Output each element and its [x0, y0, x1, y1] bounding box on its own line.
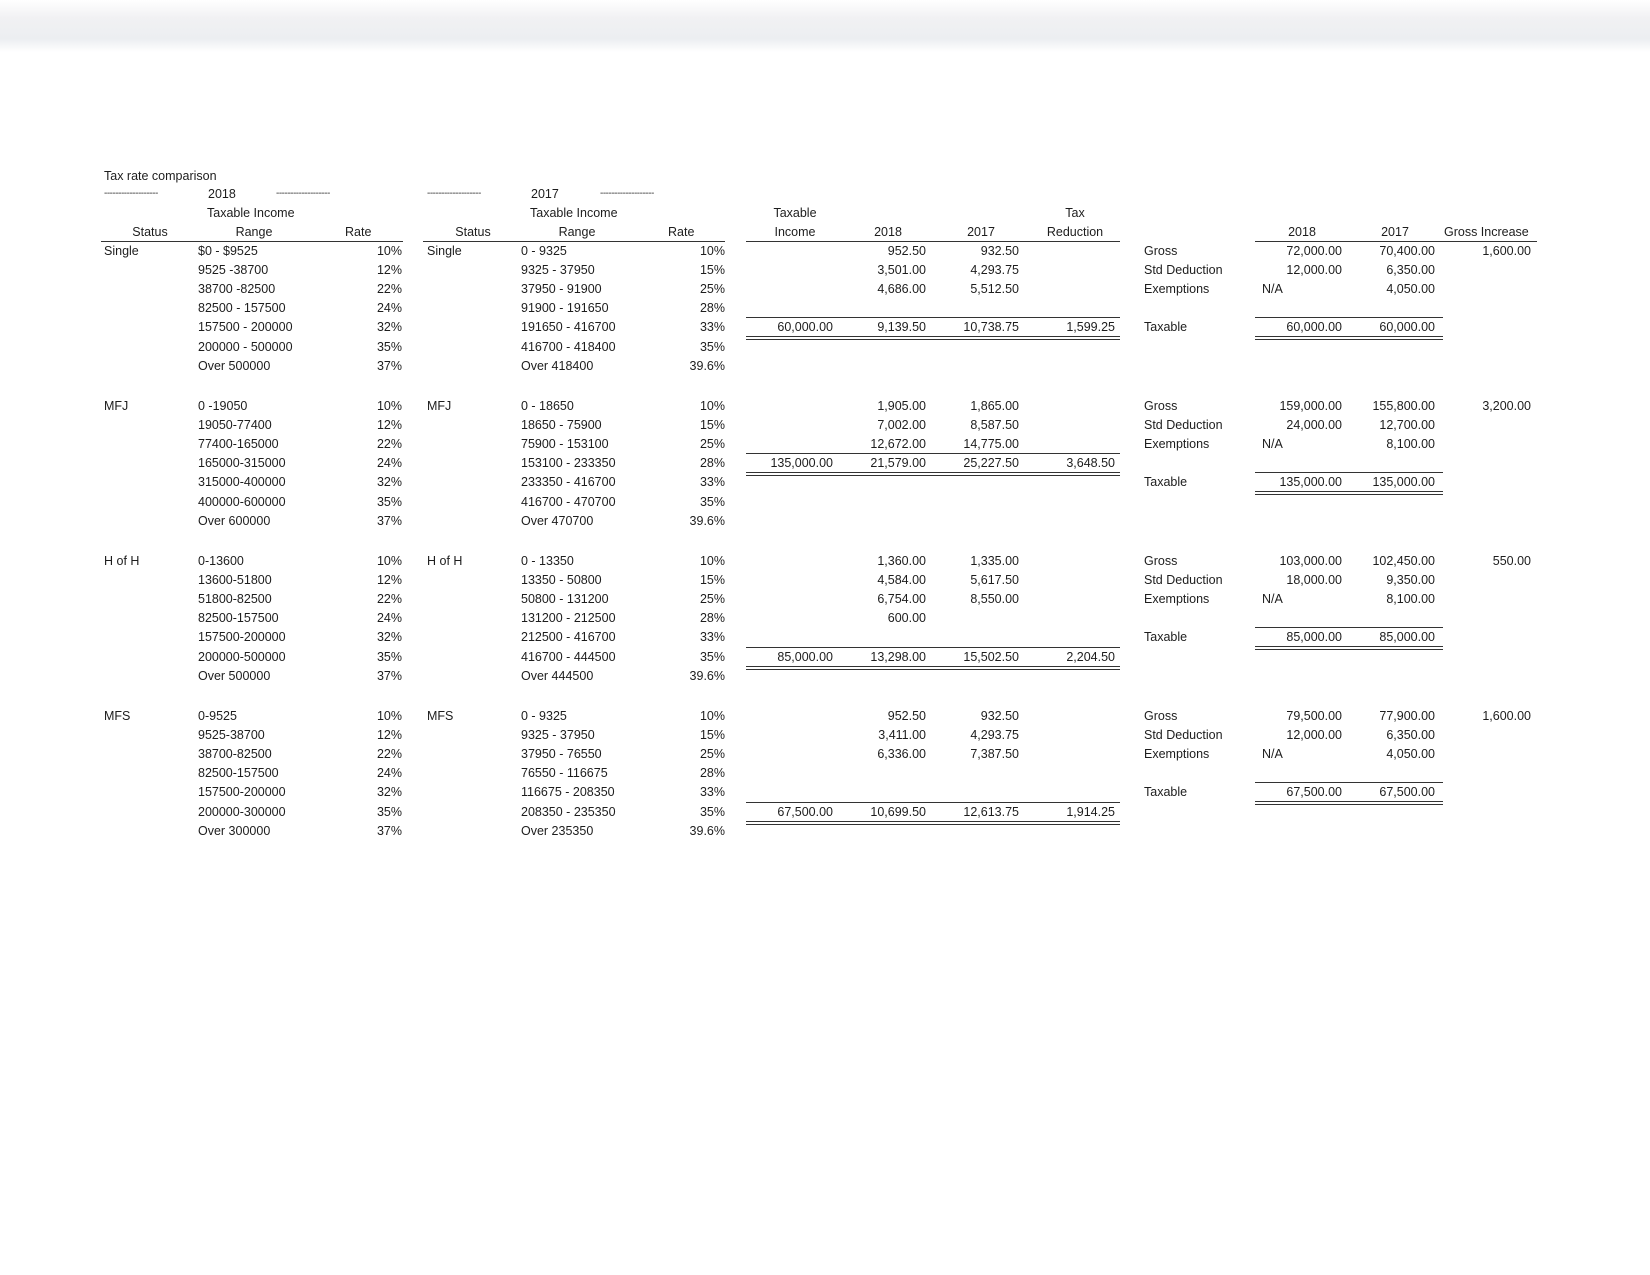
- bracket-range-2017: 116675 - 208350: [521, 785, 615, 799]
- header-col-2018: 2018: [874, 225, 902, 239]
- totals-top-rule: [746, 453, 1120, 454]
- bracket-tax-2018: 952.50: [887, 709, 926, 723]
- bracket-tax-2018: 600.00: [887, 611, 926, 625]
- summary-taxable-label: Taxable: [1144, 475, 1188, 489]
- bracket-range-2017: 37950 - 76550: [521, 747, 602, 761]
- status-2018: H of H: [104, 554, 140, 568]
- bracket-tax-2017: 8,587.50: [970, 418, 1019, 432]
- bracket-range-2017: 0 - 13350: [521, 554, 574, 568]
- summary-std-2017: 6,350.00: [1386, 263, 1435, 277]
- bracket-rate-2017: 15%: [699, 728, 725, 742]
- summary-taxable-double-rule: [1255, 646, 1443, 650]
- bracket-rate-2018: 37%: [376, 514, 402, 528]
- summary-exemptions-label: Exemptions: [1144, 747, 1210, 761]
- summary-std-label: Std Deduction: [1144, 728, 1223, 742]
- summary-gross-label: Gross: [1144, 399, 1178, 413]
- bracket-range-2018: 82500-157500: [198, 766, 279, 780]
- total-tax-2018: 13,298.00: [870, 650, 926, 664]
- bracket-tax-2018: 1,360.00: [877, 554, 926, 568]
- bracket-range-2017: 91900 - 191650: [521, 301, 609, 315]
- bracket-rate-2018: 22%: [376, 282, 402, 296]
- header-taxable-income-2017: Taxable Income: [530, 206, 618, 220]
- bracket-tax-2018: 12,672.00: [870, 437, 926, 451]
- bracket-range-2018: 200000-300000: [198, 805, 286, 819]
- bracket-range-2018: Over 600000: [198, 514, 271, 528]
- bracket-rate-2018: 22%: [376, 592, 402, 606]
- bracket-range-2017: Over 235350: [521, 824, 594, 838]
- bracket-tax-2017: 932.50: [980, 244, 1019, 258]
- bracket-rate-2017: 35%: [699, 650, 725, 664]
- bracket-range-2017: 76550 - 116675: [521, 766, 608, 780]
- summary-gross-increase: 550.00: [1492, 554, 1531, 568]
- bracket-range-2018: 200000 - 500000: [198, 340, 293, 354]
- bracket-tax-2017: 5,617.50: [970, 573, 1019, 587]
- bracket-rate-2018: 24%: [376, 766, 402, 780]
- summary-exemptions-label: Exemptions: [1144, 437, 1210, 451]
- bracket-range-2018: 82500-157500: [198, 611, 279, 625]
- bracket-rate-2017: 28%: [699, 611, 725, 625]
- bracket-rate-2017: 10%: [699, 244, 725, 258]
- page-title: Tax rate comparison: [104, 169, 217, 183]
- summary-gross-2018: 72,000.00: [1286, 244, 1342, 258]
- bracket-range-2018: Over 500000: [198, 359, 271, 373]
- summary-gross-2018: 159,000.00: [1279, 399, 1342, 413]
- summary-taxable-double-rule: [1255, 491, 1443, 495]
- summary-gross-2018: 79,500.00: [1286, 709, 1342, 723]
- bracket-rate-2017: 25%: [699, 282, 725, 296]
- tax-reduction: 2,204.50: [1066, 650, 1115, 664]
- totals-double-rule: [746, 821, 1120, 825]
- header-tax: Tax: [1065, 206, 1085, 220]
- bracket-range-2018: 77400-165000: [198, 437, 279, 451]
- summary-exemptions-2018: N/A: [1262, 437, 1283, 451]
- bracket-rate-2017: 15%: [699, 418, 725, 432]
- header-taxable-income-2018: Taxable Income: [207, 206, 295, 220]
- bracket-range-2017: 50800 - 131200: [521, 592, 609, 606]
- bracket-rate-2017: 10%: [699, 554, 725, 568]
- bracket-range-2017: 416700 - 470700: [521, 495, 616, 509]
- total-tax-2018: 9,139.50: [877, 320, 926, 334]
- bracket-rate-2017: 39.6%: [689, 824, 725, 838]
- bracket-rate-2018: 35%: [376, 495, 402, 509]
- bracket-tax-2017: 8,550.00: [970, 592, 1019, 606]
- total-tax-2017: 25,227.50: [963, 456, 1019, 470]
- summary-exemptions-label: Exemptions: [1144, 592, 1210, 606]
- status-2017: MFS: [427, 709, 454, 723]
- bracket-range-2018: 315000-400000: [198, 475, 286, 489]
- totals-top-rule: [746, 802, 1120, 803]
- summary-taxable-label: Taxable: [1144, 320, 1188, 334]
- summary-exemptions-2017: 4,050.00: [1386, 747, 1435, 761]
- summary-exemptions-2017: 8,100.00: [1386, 592, 1435, 606]
- summary-gross-label: Gross: [1144, 244, 1178, 258]
- bracket-rate-2018: 10%: [376, 554, 402, 568]
- bracket-range-2018: 9525 -38700: [198, 263, 269, 277]
- header-range-2017: Range: [558, 225, 596, 239]
- bracket-rate-2017: 39.6%: [689, 359, 725, 373]
- header-summary-2018: 2018: [1288, 225, 1316, 239]
- status-2017: H of H: [427, 554, 463, 568]
- bracket-rate-2017: 25%: [699, 747, 725, 761]
- bracket-rate-2018: 37%: [376, 824, 402, 838]
- bracket-tax-2018: 3,501.00: [877, 263, 926, 277]
- summary-gross-label: Gross: [1144, 709, 1178, 723]
- summary-taxable-top-rule: [1255, 782, 1443, 783]
- totals-double-rule: [746, 666, 1120, 670]
- bracket-rate-2018: 12%: [376, 728, 402, 742]
- bracket-rate-2017: 33%: [699, 785, 725, 799]
- bracket-range-2017: 9325 - 37950: [521, 728, 595, 742]
- bracket-tax-2017: 14,775.00: [963, 437, 1019, 451]
- summary-std-2018: 12,000.00: [1286, 728, 1342, 742]
- bracket-range-2017: 233350 - 416700: [521, 475, 616, 489]
- year-2017-heading: 2017: [531, 187, 559, 201]
- totals-double-rule: [746, 336, 1120, 340]
- bracket-rate-2018: 37%: [376, 359, 402, 373]
- header-rule-2018: [101, 241, 403, 242]
- total-taxable-income: 67,500.00: [777, 805, 833, 819]
- summary-taxable-top-rule: [1255, 627, 1443, 628]
- totals-top-rule: [746, 647, 1120, 648]
- bracket-rate-2018: 10%: [376, 709, 402, 723]
- status-2017: MFJ: [427, 399, 452, 413]
- bracket-rate-2018: 10%: [376, 244, 402, 258]
- summary-exemptions-2018: N/A: [1262, 592, 1283, 606]
- summary-exemptions-label: Exemptions: [1144, 282, 1210, 296]
- bracket-tax-2017: 4,293.75: [970, 263, 1019, 277]
- bracket-rate-2018: 22%: [376, 747, 402, 761]
- status-2018: MFS: [104, 709, 131, 723]
- total-tax-2017: 15,502.50: [963, 650, 1019, 664]
- dash-left-2017: -------------------: [427, 188, 481, 199]
- bracket-rate-2017: 39.6%: [689, 669, 725, 683]
- summary-std-2018: 24,000.00: [1286, 418, 1342, 432]
- tax-reduction: 1,914.25: [1066, 805, 1115, 819]
- bracket-rate-2017: 39.6%: [689, 514, 725, 528]
- bracket-range-2017: 18650 - 75900: [521, 418, 602, 432]
- summary-std-label: Std Deduction: [1144, 418, 1223, 432]
- bracket-rate-2018: 10%: [376, 399, 402, 413]
- totals-top-rule: [746, 317, 1120, 318]
- bracket-range-2018: Over 300000: [198, 824, 271, 838]
- tax-reduction: 1,599.25: [1066, 320, 1115, 334]
- scan-shadow: [0, 0, 1650, 52]
- bracket-tax-2017: 932.50: [980, 709, 1019, 723]
- bracket-rate-2018: 24%: [376, 456, 402, 470]
- bracket-rate-2017: 15%: [699, 263, 725, 277]
- bracket-rate-2018: 32%: [376, 475, 402, 489]
- bracket-range-2017: 13350 - 50800: [521, 573, 602, 587]
- summary-std-label: Std Deduction: [1144, 573, 1223, 587]
- bracket-rate-2018: 22%: [376, 437, 402, 451]
- header-rule-summary: [1255, 241, 1537, 242]
- summary-taxable-2017: 135,000.00: [1372, 475, 1435, 489]
- bracket-rate-2017: 35%: [699, 495, 725, 509]
- header-rate-2018: Rate: [345, 225, 372, 239]
- status-2017: Single: [427, 244, 462, 258]
- bracket-tax-2018: 4,584.00: [877, 573, 926, 587]
- total-tax-2018: 21,579.00: [870, 456, 926, 470]
- bracket-tax-2018: 1,905.00: [877, 399, 926, 413]
- summary-taxable-2017: 85,000.00: [1379, 630, 1435, 644]
- bracket-rate-2018: 12%: [376, 263, 402, 277]
- bracket-rate-2018: 12%: [376, 418, 402, 432]
- header-range-2018: Range: [235, 225, 273, 239]
- summary-taxable-2018: 85,000.00: [1286, 630, 1342, 644]
- bracket-tax-2018: 6,754.00: [877, 592, 926, 606]
- bracket-range-2018: 400000-600000: [198, 495, 286, 509]
- bracket-range-2018: 165000-315000: [198, 456, 286, 470]
- summary-exemptions-2017: 8,100.00: [1386, 437, 1435, 451]
- bracket-range-2017: 0 - 9325: [521, 709, 567, 723]
- summary-taxable-label: Taxable: [1144, 630, 1188, 644]
- summary-gross-increase: 3,200.00: [1482, 399, 1531, 413]
- bracket-rate-2018: 32%: [376, 785, 402, 799]
- bracket-rate-2018: 12%: [376, 573, 402, 587]
- bracket-rate-2018: 35%: [376, 805, 402, 819]
- bracket-range-2017: 416700 - 444500: [521, 650, 616, 664]
- bracket-range-2017: Over 444500: [521, 669, 594, 683]
- summary-taxable-double-rule: [1255, 801, 1443, 805]
- bracket-tax-2018: 6,336.00: [877, 747, 926, 761]
- summary-std-label: Std Deduction: [1144, 263, 1223, 277]
- year-2018-heading: 2018: [208, 187, 236, 201]
- bracket-rate-2017: 25%: [699, 437, 725, 451]
- bracket-range-2018: 38700-82500: [198, 747, 272, 761]
- summary-std-2017: 6,350.00: [1386, 728, 1435, 742]
- total-taxable-income: 135,000.00: [770, 456, 833, 470]
- bracket-tax-2017: 4,293.75: [970, 728, 1019, 742]
- bracket-rate-2018: 32%: [376, 630, 402, 644]
- header-status-2018: Status: [132, 225, 168, 239]
- status-2018: Single: [104, 244, 139, 258]
- summary-taxable-2017: 67,500.00: [1379, 785, 1435, 799]
- bracket-tax-2018: 7,002.00: [877, 418, 926, 432]
- header-summary-2017: 2017: [1381, 225, 1409, 239]
- bracket-range-2017: Over 470700: [521, 514, 594, 528]
- summary-taxable-label: Taxable: [1144, 785, 1188, 799]
- header-income: Income: [774, 225, 816, 239]
- bracket-tax-2018: 3,411.00: [878, 728, 926, 742]
- bracket-range-2018: 157500-200000: [198, 785, 286, 799]
- total-tax-2018: 10,699.50: [870, 805, 926, 819]
- summary-exemptions-2018: N/A: [1262, 747, 1283, 761]
- bracket-rate-2018: 37%: [376, 669, 402, 683]
- summary-taxable-2018: 60,000.00: [1286, 320, 1342, 334]
- header-gross-increase: Gross Increase: [1444, 225, 1529, 239]
- summary-std-2017: 9,350.00: [1386, 573, 1435, 587]
- summary-exemptions-2017: 4,050.00: [1386, 282, 1435, 296]
- summary-gross-increase: 1,600.00: [1482, 244, 1531, 258]
- bracket-range-2018: 157500 - 200000: [198, 320, 293, 334]
- header-col-2017: 2017: [967, 225, 995, 239]
- header-status-2017: Status: [455, 225, 491, 239]
- bracket-range-2018: 19050-77400: [198, 418, 272, 432]
- tax-reduction: 3,648.50: [1066, 456, 1115, 470]
- bracket-rate-2017: 35%: [699, 340, 725, 354]
- summary-taxable-top-rule: [1255, 472, 1443, 473]
- bracket-rate-2017: 28%: [699, 301, 725, 315]
- bracket-range-2017: 131200 - 212500: [521, 611, 616, 625]
- summary-std-2018: 18,000.00: [1286, 573, 1342, 587]
- bracket-tax-2018: 4,686.00: [877, 282, 926, 296]
- total-tax-2017: 12,613.75: [963, 805, 1019, 819]
- bracket-range-2018: 200000-500000: [198, 650, 286, 664]
- bracket-tax-2018: 952.50: [887, 244, 926, 258]
- bracket-tax-2017: 5,512.50: [970, 282, 1019, 296]
- bracket-range-2018: 13600-51800: [198, 573, 272, 587]
- summary-gross-2017: 102,450.00: [1372, 554, 1435, 568]
- total-taxable-income: 85,000.00: [777, 650, 833, 664]
- bracket-range-2017: 208350 - 235350: [521, 805, 616, 819]
- bracket-rate-2017: 28%: [699, 456, 725, 470]
- summary-taxable-double-rule: [1255, 336, 1443, 340]
- header-rule-calc: [746, 241, 1120, 242]
- status-2018: MFJ: [104, 399, 129, 413]
- summary-taxable-2018: 67,500.00: [1286, 785, 1342, 799]
- bracket-rate-2018: 32%: [376, 320, 402, 334]
- bracket-range-2018: 9525-38700: [198, 728, 265, 742]
- bracket-range-2017: Over 418400: [521, 359, 594, 373]
- total-tax-2017: 10,738.75: [963, 320, 1019, 334]
- header-rule-2017: [423, 241, 725, 242]
- summary-exemptions-2018: N/A: [1262, 282, 1283, 296]
- bracket-range-2017: 37950 - 91900: [521, 282, 602, 296]
- summary-gross-2017: 77,900.00: [1379, 709, 1435, 723]
- summary-gross-2017: 70,400.00: [1379, 244, 1435, 258]
- bracket-rate-2017: 28%: [699, 766, 725, 780]
- summary-gross-2018: 103,000.00: [1279, 554, 1342, 568]
- totals-double-rule: [746, 472, 1120, 476]
- bracket-rate-2017: 15%: [699, 573, 725, 587]
- dash-right-2017: -------------------: [600, 188, 654, 199]
- summary-gross-increase: 1,600.00: [1482, 709, 1531, 723]
- bracket-rate-2018: 24%: [376, 611, 402, 625]
- bracket-rate-2018: 24%: [376, 301, 402, 315]
- bracket-rate-2017: 33%: [699, 630, 725, 644]
- header-reduction: Reduction: [1046, 225, 1104, 239]
- bracket-range-2017: 0 - 9325: [521, 244, 567, 258]
- bracket-rate-2018: 35%: [376, 340, 402, 354]
- summary-gross-2017: 155,800.00: [1372, 399, 1435, 413]
- bracket-rate-2017: 35%: [699, 805, 725, 819]
- bracket-range-2017: 212500 - 416700: [521, 630, 616, 644]
- bracket-range-2017: 75900 - 153100: [521, 437, 609, 451]
- total-taxable-income: 60,000.00: [777, 320, 833, 334]
- bracket-range-2018: 38700 -82500: [198, 282, 276, 296]
- bracket-range-2018: 0-13600: [198, 554, 244, 568]
- header-taxable: Taxable: [773, 206, 817, 220]
- bracket-rate-2017: 33%: [699, 320, 725, 334]
- header-rate-2017: Rate: [668, 225, 695, 239]
- bracket-tax-2017: 1,865.00: [970, 399, 1019, 413]
- summary-gross-label: Gross: [1144, 554, 1178, 568]
- bracket-range-2018: $0 - $9525: [198, 244, 258, 258]
- bracket-range-2018: 82500 - 157500: [198, 301, 286, 315]
- summary-taxable-2017: 60,000.00: [1379, 320, 1435, 334]
- bracket-range-2018: Over 500000: [198, 669, 271, 683]
- bracket-range-2018: 0 -19050: [198, 399, 248, 413]
- summary-std-2017: 12,700.00: [1379, 418, 1435, 432]
- bracket-range-2017: 153100 - 233350: [521, 456, 616, 470]
- bracket-rate-2017: 33%: [699, 475, 725, 489]
- summary-taxable-2018: 135,000.00: [1279, 475, 1342, 489]
- bracket-range-2017: 416700 - 418400: [521, 340, 616, 354]
- bracket-range-2018: 51800-82500: [198, 592, 272, 606]
- bracket-range-2018: 0-9525: [198, 709, 237, 723]
- bracket-tax-2017: 7,387.50: [970, 747, 1019, 761]
- bracket-range-2018: 157500-200000: [198, 630, 286, 644]
- bracket-rate-2017: 10%: [699, 709, 725, 723]
- bracket-range-2017: 9325 - 37950: [521, 263, 595, 277]
- dash-right-2018: -------------------: [276, 188, 330, 199]
- bracket-rate-2017: 25%: [699, 592, 725, 606]
- bracket-rate-2018: 35%: [376, 650, 402, 664]
- bracket-range-2017: 0 - 18650: [521, 399, 574, 413]
- bracket-rate-2017: 10%: [699, 399, 725, 413]
- summary-std-2018: 12,000.00: [1286, 263, 1342, 277]
- bracket-tax-2017: 1,335.00: [970, 554, 1019, 568]
- bracket-range-2017: 191650 - 416700: [521, 320, 616, 334]
- dash-left-2018: -------------------: [104, 188, 158, 199]
- summary-taxable-top-rule: [1255, 317, 1443, 318]
